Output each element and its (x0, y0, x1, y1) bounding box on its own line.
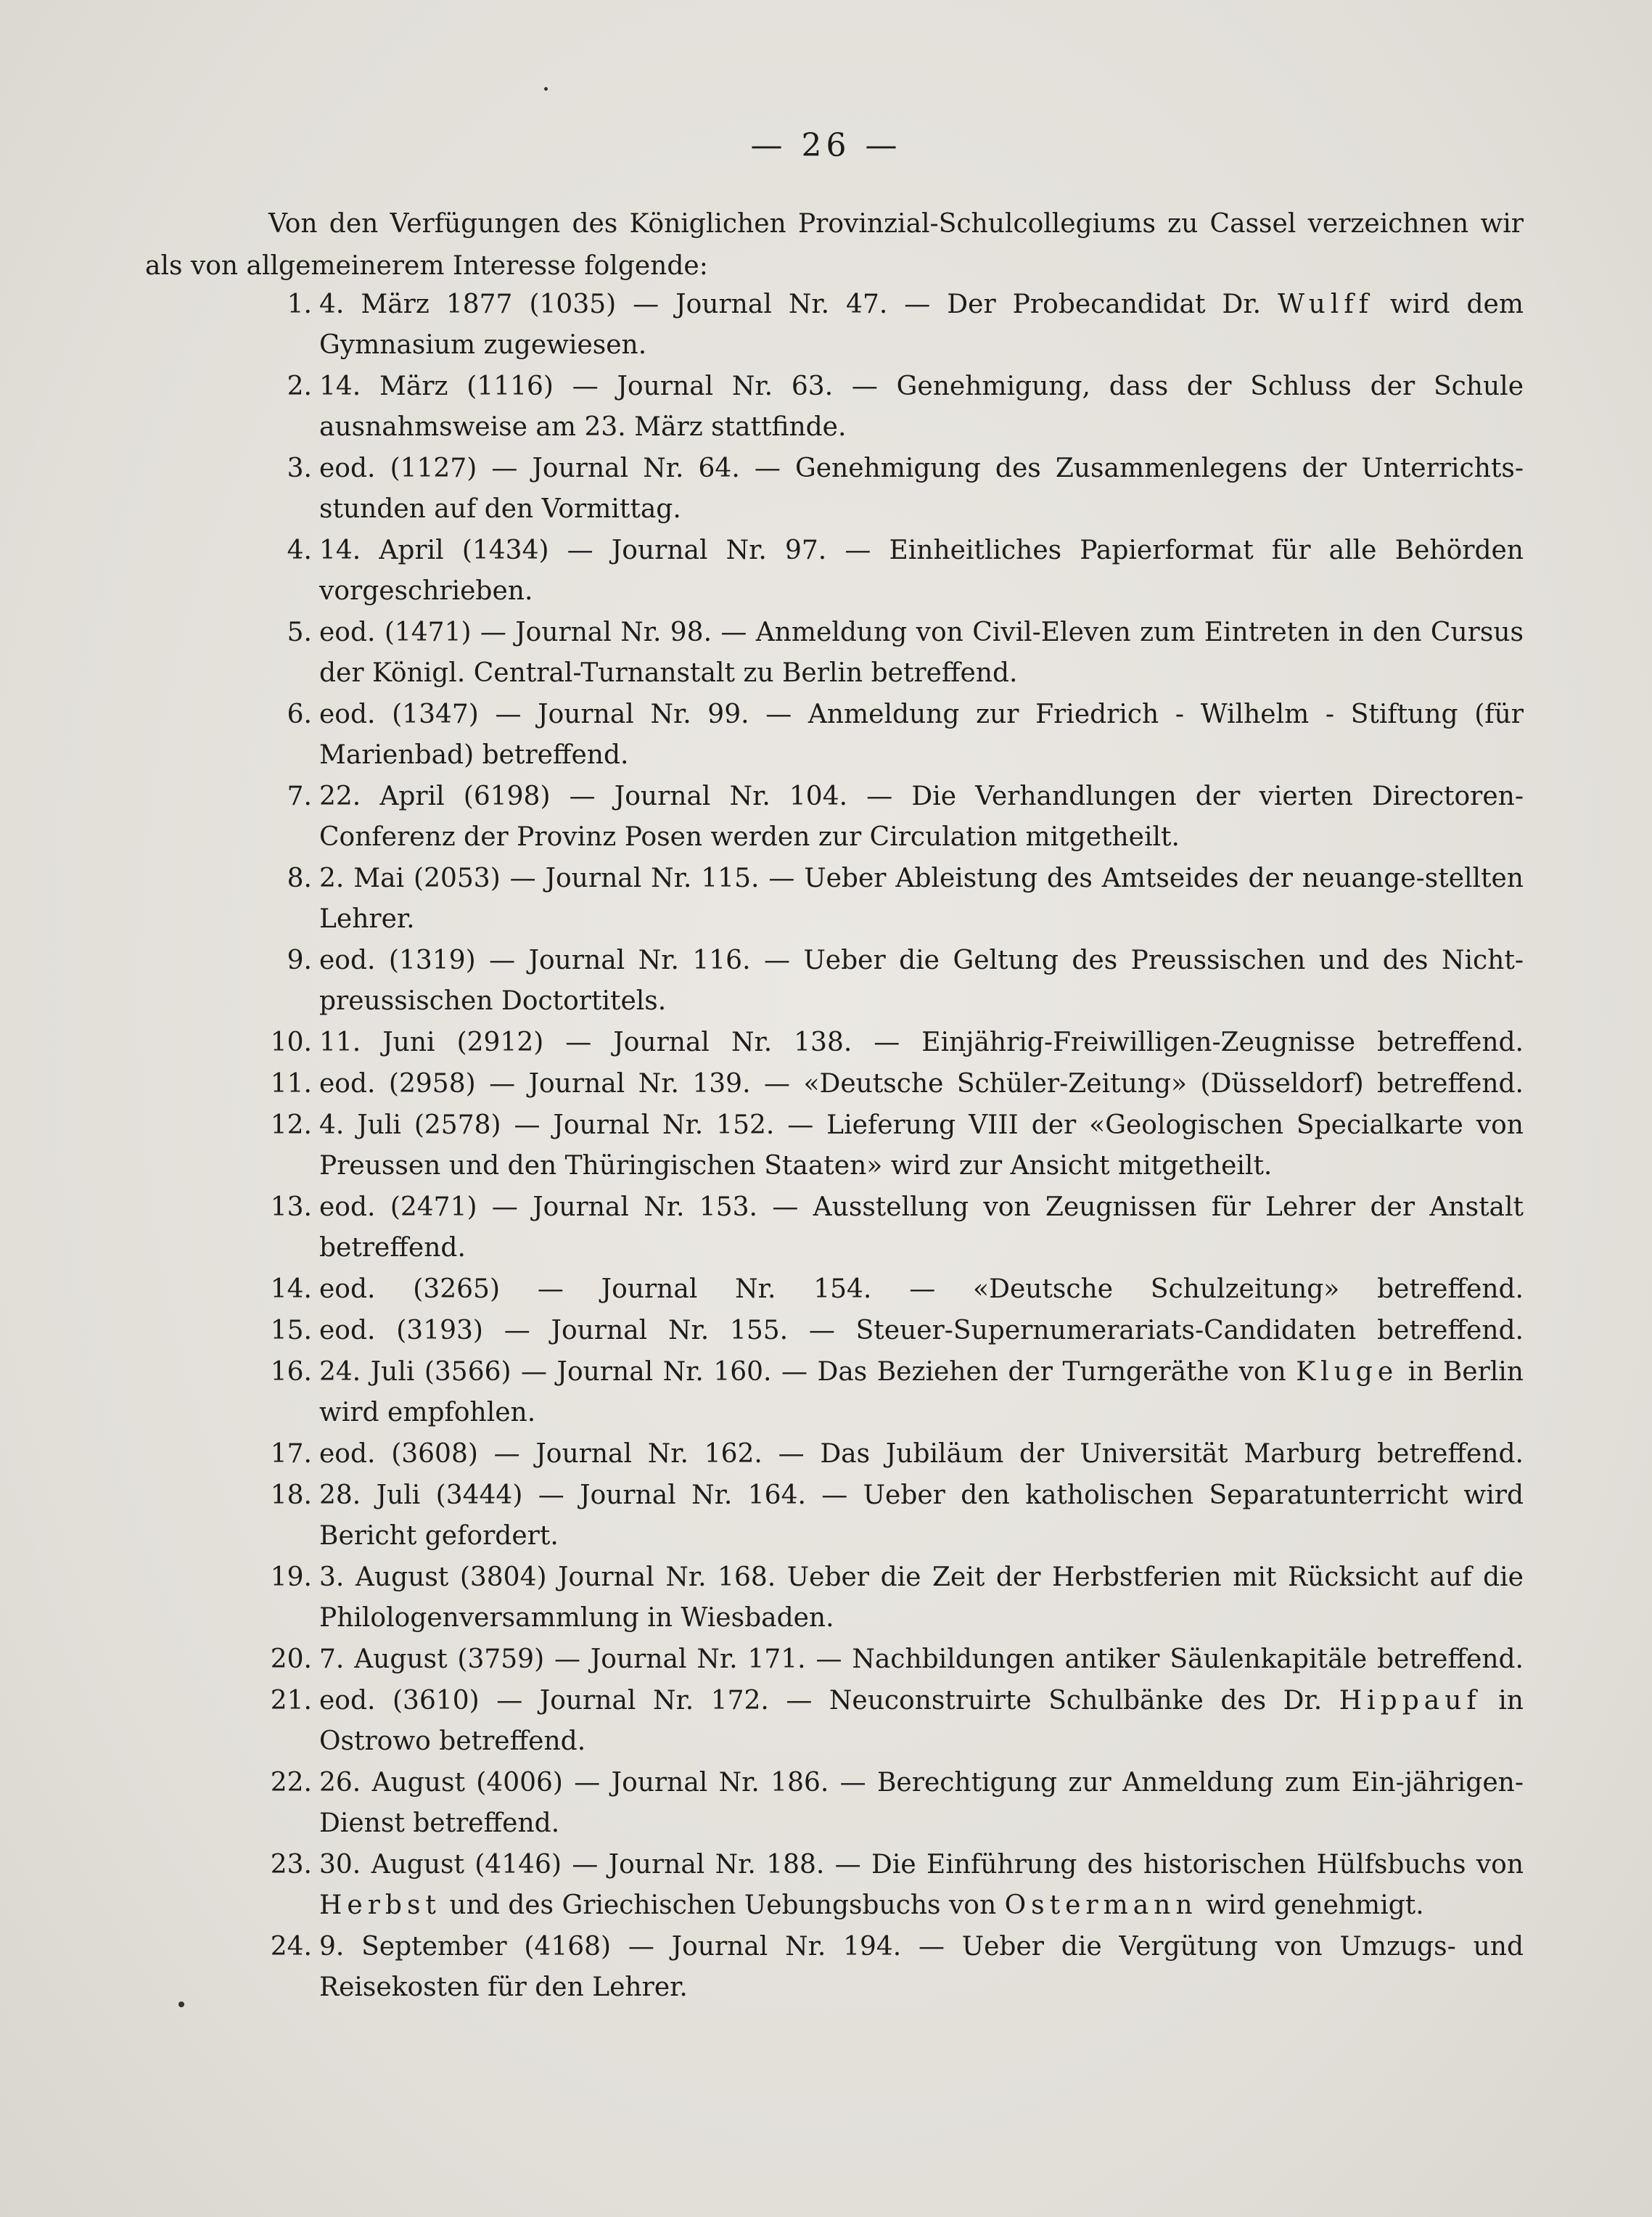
list-item: 6. eod. (1347) — Journal Nr. 99. — Anmeldung zur Friedrich - Wilhelm - Stiftung (für Marienbad) betreffend. (287, 700, 1524, 770)
list-item: 5. eod. (1471) — Journal Nr. 98. — Anmeldung von Civil-Eleven zum Eintreten in den Cursus der Königl. Central-Turnanstalt zu Berlin betreffend. (287, 618, 1524, 688)
list-item: 1. 4. März 1877 (1035) — Journal Nr. 47. — Der Probecandidat Dr. Wulff wird dem Gymnasium zugewiesen. (287, 290, 1524, 360)
list-item: 3. eod. (1127) — Journal Nr. 64. — Genehmigung des Zusammenlegens der Unterrichts-stunden auf den Vormittag. (287, 454, 1524, 524)
list-item: 17. eod. (3608) — Journal Nr. 162. — Das Jubiläum der Universität Marburg betreffend. (270, 1439, 1524, 1469)
list-item: 12. 4. Juli (2578) — Journal Nr. 152. — Lieferung VIII der «Geologischen Specialkarte von Preussen und den Thüringischen Staaten» wird zur Ansicht mitgetheilt. (270, 1110, 1524, 1181)
list-item: 20. 7. August (3759) — Journal Nr. 171. — Nachbildungen antiker Säulenkapitäle betreffend. (270, 1644, 1524, 1674)
list-item: 14. eod. (3265) — Journal Nr. 154. — «Deutsche Schulzeitung» betreffend. (270, 1274, 1524, 1304)
list-item: 2. 14. März (1116) — Journal Nr. 63. — Genehmigung, dass der Schluss der Schule ausnahmsweise am 23. März stattfinde. (287, 372, 1524, 442)
list-item: 13. eod. (2471) — Journal Nr. 153. — Ausstellung von Zeugnissen für Lehrer der Anstalt betreffend. (270, 1192, 1524, 1263)
ink-speck (178, 2001, 184, 2007)
page-number: — 26 — (750, 127, 902, 164)
intro-paragraph: Von den Verfügungen des Königlichen Provinzial-Schulcollegiums zu Cassel verzeichnen wir als von allgemeinerem Interesse folgende: (145, 209, 1524, 281)
list-item: 19. 3. August (3804) Journal Nr. 168. Ueber die Zeit der Herbstferien mit Rücksicht auf die Philologenversammlung in Wiesbaden. (270, 1562, 1524, 1633)
list-item: 15. eod. (3193) — Journal Nr. 155. — Steuer-Supernumerariats-Candidaten betreffend. (270, 1316, 1524, 1345)
list-item: 10. 11. Juni (2912) — Journal Nr. 138. — Einjährig-Freiwilligen-Zeugnisse betreffend. (270, 1028, 1524, 1057)
list-item: 8. 2. Mai (2053) — Journal Nr. 115. — Ueber Ableistung des Amtseides der neuange-stellten Lehrer. (287, 864, 1524, 934)
list-item: 21. eod. (3610) — Journal Nr. 172. — Neuconstruirte Schulbänke des Dr. Hippauf in Ostrowo betreffend. (270, 1686, 1524, 1756)
list-item: 7. 22. April (6198) — Journal Nr. 104. — Die Verhandlungen der vierten Directoren-Conferenz der Provinz Posen werden zur Circulation mitgetheilt. (287, 782, 1524, 852)
list-item: 9. eod. (1319) — Journal Nr. 116. — Ueber die Geltung des Preussischen und des Nicht-preussischen Doctortitels. (287, 946, 1524, 1016)
list-item: 11. eod. (2958) — Journal Nr. 139. — «Deutsche Schüler-Zeitung» (Düsseldorf) betreffend. (270, 1069, 1524, 1099)
list-item: 4. 14. April (1434) — Journal Nr. 97. — Einheitliches Papierformat für alle Behörden vorgeschrieben. (287, 536, 1524, 606)
decree-list (145, 284, 1524, 2009)
ink-speck (544, 87, 548, 91)
list-item: 18. 28. Juli (3444) — Journal Nr. 164. — Ueber den katholischen Separatunterricht wird Bericht gefordert. (270, 1480, 1524, 1551)
list-item: 23. 30. August (4146) — Journal Nr. 188. — Die Einführung des historischen Hülfsbuchs von Herbst und des Griechischen Uebungsbuchs von Ostermann wird genehmigt. (270, 1850, 1524, 1920)
list-item: 22. 26. August (4006) — Journal Nr. 186. — Berechtigung zur Anmeldung zum Ein-jährigen-Dienst betreffend. (270, 1768, 1524, 1838)
list-item: 16. 24. Juli (3566) — Journal Nr. 160. — Das Beziehen der Turngeräthe von Kluge in Berlin wird empfohlen. (270, 1357, 1524, 1427)
list-item: 24. 9. September (4168) — Journal Nr. 194. — Ueber die Vergütung von Umzugs- und Reisekosten für den Lehrer. (270, 1932, 1524, 2002)
